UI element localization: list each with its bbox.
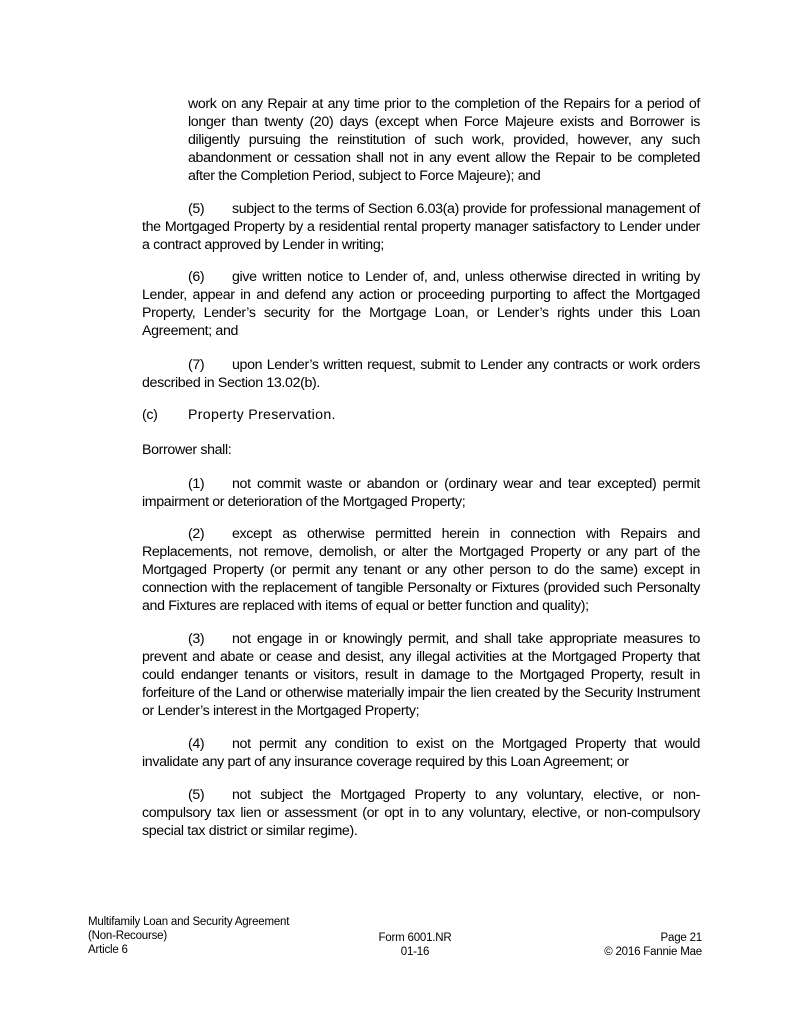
- item-text: not commit waste or abandon or (ordinary wear and tear excepted) permit impairment or deterioration of the Mortgaged Property;: [142, 476, 700, 510]
- section-title: Property Preservation.: [188, 407, 336, 423]
- item-number: (5): [188, 787, 205, 803]
- intro-paragraph: Borrower shall:: [142, 442, 232, 458]
- section-number: (c): [142, 407, 158, 423]
- footer-page-number: Page 21: [660, 932, 702, 944]
- list-item: [142, 200, 700, 254]
- footer-center: [330, 931, 500, 959]
- item-number: (7): [188, 357, 205, 373]
- list-item: [142, 786, 700, 840]
- footer-form-number: Form 6001.NR: [378, 932, 452, 944]
- item-text: not subject the Mortgaged Property to any voluntary, elective, or non-compulsory tax lien or assessment (or opt in to any voluntary, elective, or non-compulsory special tax district or similar regime).: [142, 787, 700, 839]
- footer-agreement-title: Multifamily Loan and Security Agreement: [88, 916, 290, 928]
- footer-form-date: 01-16: [400, 946, 430, 958]
- footer-right: [560, 931, 702, 959]
- footer-article: Article 6: [88, 944, 128, 956]
- item-number: (4): [188, 736, 205, 752]
- section-heading: [142, 406, 700, 424]
- item-text: upon Lender’s written request, submit to Lender any contracts or work orders described in Section 13.02(b).: [142, 357, 700, 391]
- item-text: not engage in or knowingly permit, and shall take appropriate measures to prevent and abate or cease and desist, any illegal activities at the Mortgaged Property that could endanger tenants or visitors, result in damage to the Mortgaged Property, result in forfeiture of the Land or otherwise materially impair the lien created by the Security Instrument or Lender’s interest in the Mortgaged Property;: [142, 631, 700, 719]
- item-text: subject to the terms of Section 6.03(a) provide for professional management of the Mortgaged Property by a residential rental property manager satisfactory to Lender under a contract approved by Lender in writing;: [142, 201, 700, 253]
- item-text: except as otherwise permitted herein in connection with Repairs and Replacements, not remove, demolish, or alter the Mortgaged Property or any part of the Mortgaged Property (or permit any tenant or any other person to do the same) except in connection with the replacement of tangible Personalty or Fixtures (provided such Personalty and Fixtures are replaced with items of equal or better function and quality);: [142, 526, 700, 614]
- item-text: give written notice to Lender of, and, unless otherwise directed in writing by Lender, appear in and defend any action or proceeding purporting to affect the Mortgaged Property, Lender’s security for the Mortgage Loan, or Lender’s rights under this Loan Agreement; and: [142, 269, 700, 339]
- item-text: not permit any condition to exist on the Mortgaged Property that would invalidate any part of any insurance coverage required by this Loan Agreement; or: [142, 736, 700, 770]
- item-number: (6): [188, 269, 205, 285]
- item-number: (3): [188, 631, 205, 647]
- item-number: (1): [188, 476, 205, 492]
- list-item: [142, 356, 700, 392]
- list-item: [142, 268, 700, 340]
- list-item: [142, 525, 700, 615]
- list-item: [142, 475, 700, 511]
- item-number: (2): [188, 526, 205, 542]
- list-item: [142, 735, 700, 771]
- footer-copyright: © 2016 Fannie Mae: [604, 946, 702, 958]
- item-number: (5): [188, 201, 205, 217]
- list-item: [142, 630, 700, 720]
- footer-recourse-type: (Non-Recourse): [88, 930, 168, 942]
- continuation-paragraph: work on any Repair at any time prior to the completion of the Repairs for a period of longer than twenty (20) days (except when Force Majeure exists and Borrower is diligently pursuing the reinstitution of such work, provided, however, any such abandonment or cessation shall not in any event allow the Repair to be completed after the Completion Period, subject to Force Majeure); and: [188, 96, 700, 184]
